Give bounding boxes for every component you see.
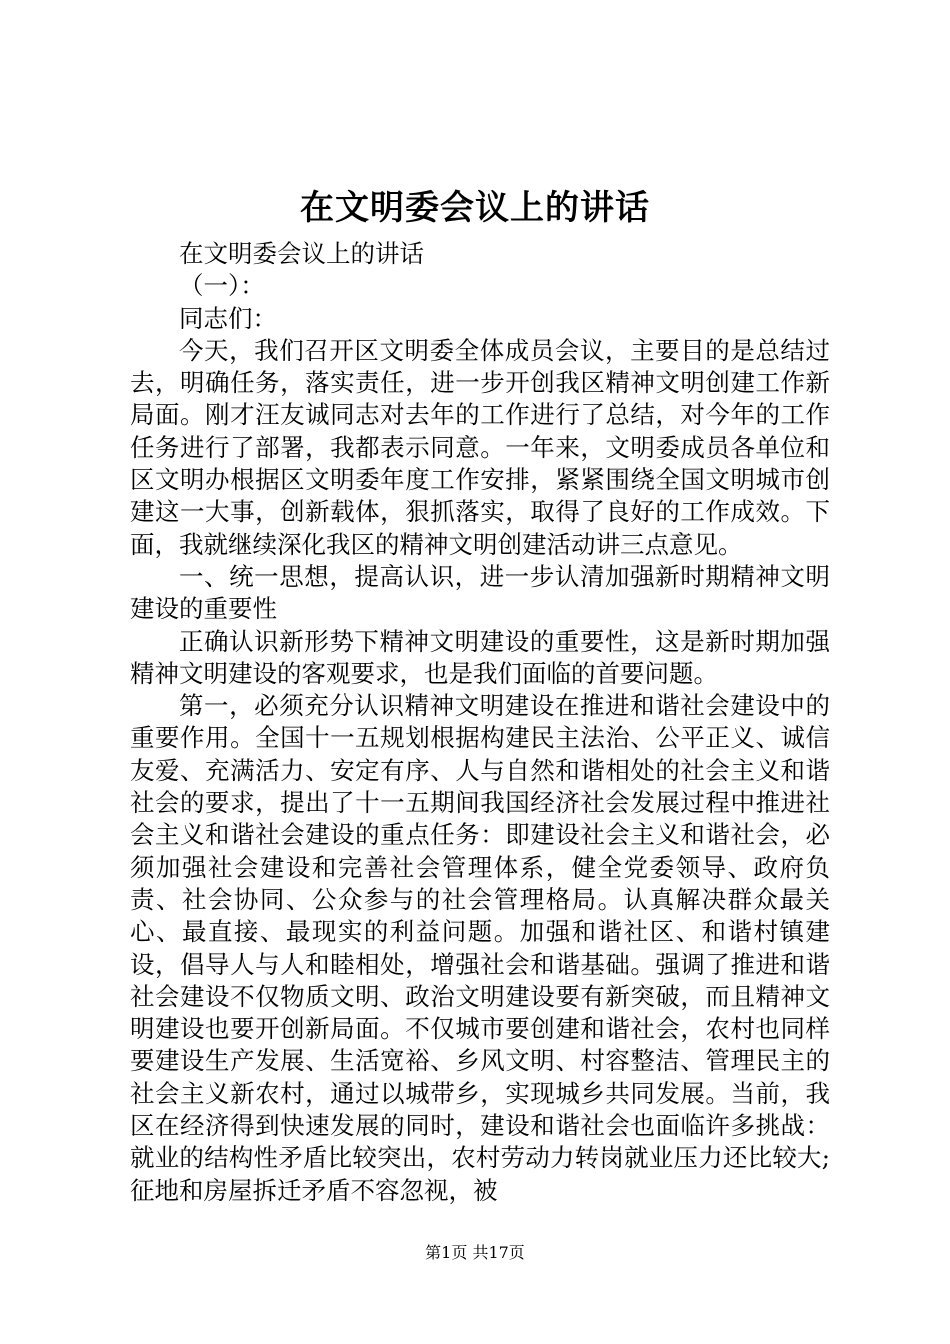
paragraph-understanding: 正确认识新形势下精神文明建设的重要性，这是新时期加强精神文明建设的客观要求，也是我们面临的首要问题。 bbox=[130, 626, 830, 688]
document-title: 在文明委会议上的讲话 bbox=[300, 188, 650, 228]
document-body bbox=[130, 238, 830, 1207]
page-footer: 第1页 共17页 bbox=[425, 1243, 525, 1262]
paragraph-intro: 今天，我们召开区文明委全体成员会议，主要目的是总结过去，明确任务，落实责任，进一步开创我区精神文明创建工作新局面。刚才汪友诚同志对去年的工作进行了总结，对今年的工作任务进行了部署，我都表示同意。一年来，文明委成员各单位和区文明办根据区文明委年度工作安排，紧紧围绕全国文明城市创建这一大事，创新载体，狠抓落实，取得了良好的工作成效。下面，我就继续深化我区的精神文明创建活动讲三点意见。 bbox=[130, 335, 830, 559]
paragraph-section-marker: （一）： bbox=[179, 271, 265, 301]
paragraph-salutation: 同志们： bbox=[179, 303, 277, 333]
paragraph-first-point: 第一，必须充分认识精神文明建设在推进和谐社会建设中的重要作用。全国十一五规划根据构建民主法治、公平正义、诚信友爱、充满活力、安定有序、人与自然和谐相处的社会主义和谐社会的要求，提出了十一五期间我国经济社会发展过程中推进社会主义和谐社会建设的重点任务：即建设社会主义和谐社会，必须加强社会建设和完善社会管理体系，健全党委领导、政府负责、社会协同、公众参与的社会管理格局。认真解决群众最关心、最直接、最现实的利益问题。加强和谐社区、和谐村镇建设，倡导人与人和睦相处，增强社会和谐基础。强调了推进和谐社会建设不仅物质文明、政治文明建设要有新突破，而且精神文明建设也要开创新局面。不仅城市要创建和谐社会，农村也同样要建设生产发展、生活宽裕、乡风文明、村容整洁、管理民主的社会主义新农村，通过以城带乡，实现城乡共同发展。当前，我区在经济得到快速发展的同时，建设和谐社会也面临许多挑战：就业的结构性矛盾比较突出，农村劳动力转岗就业压力还比较大;征地和房屋拆迁矛盾不容忽视，被 bbox=[130, 691, 830, 1205]
paragraph-heading-one: 一、统一思想，提高认识，进一步认清加强新时期精神文明建设的重要性 bbox=[130, 561, 830, 624]
paragraph-subtitle: 在文明委会议上的讲话 bbox=[179, 239, 424, 268]
